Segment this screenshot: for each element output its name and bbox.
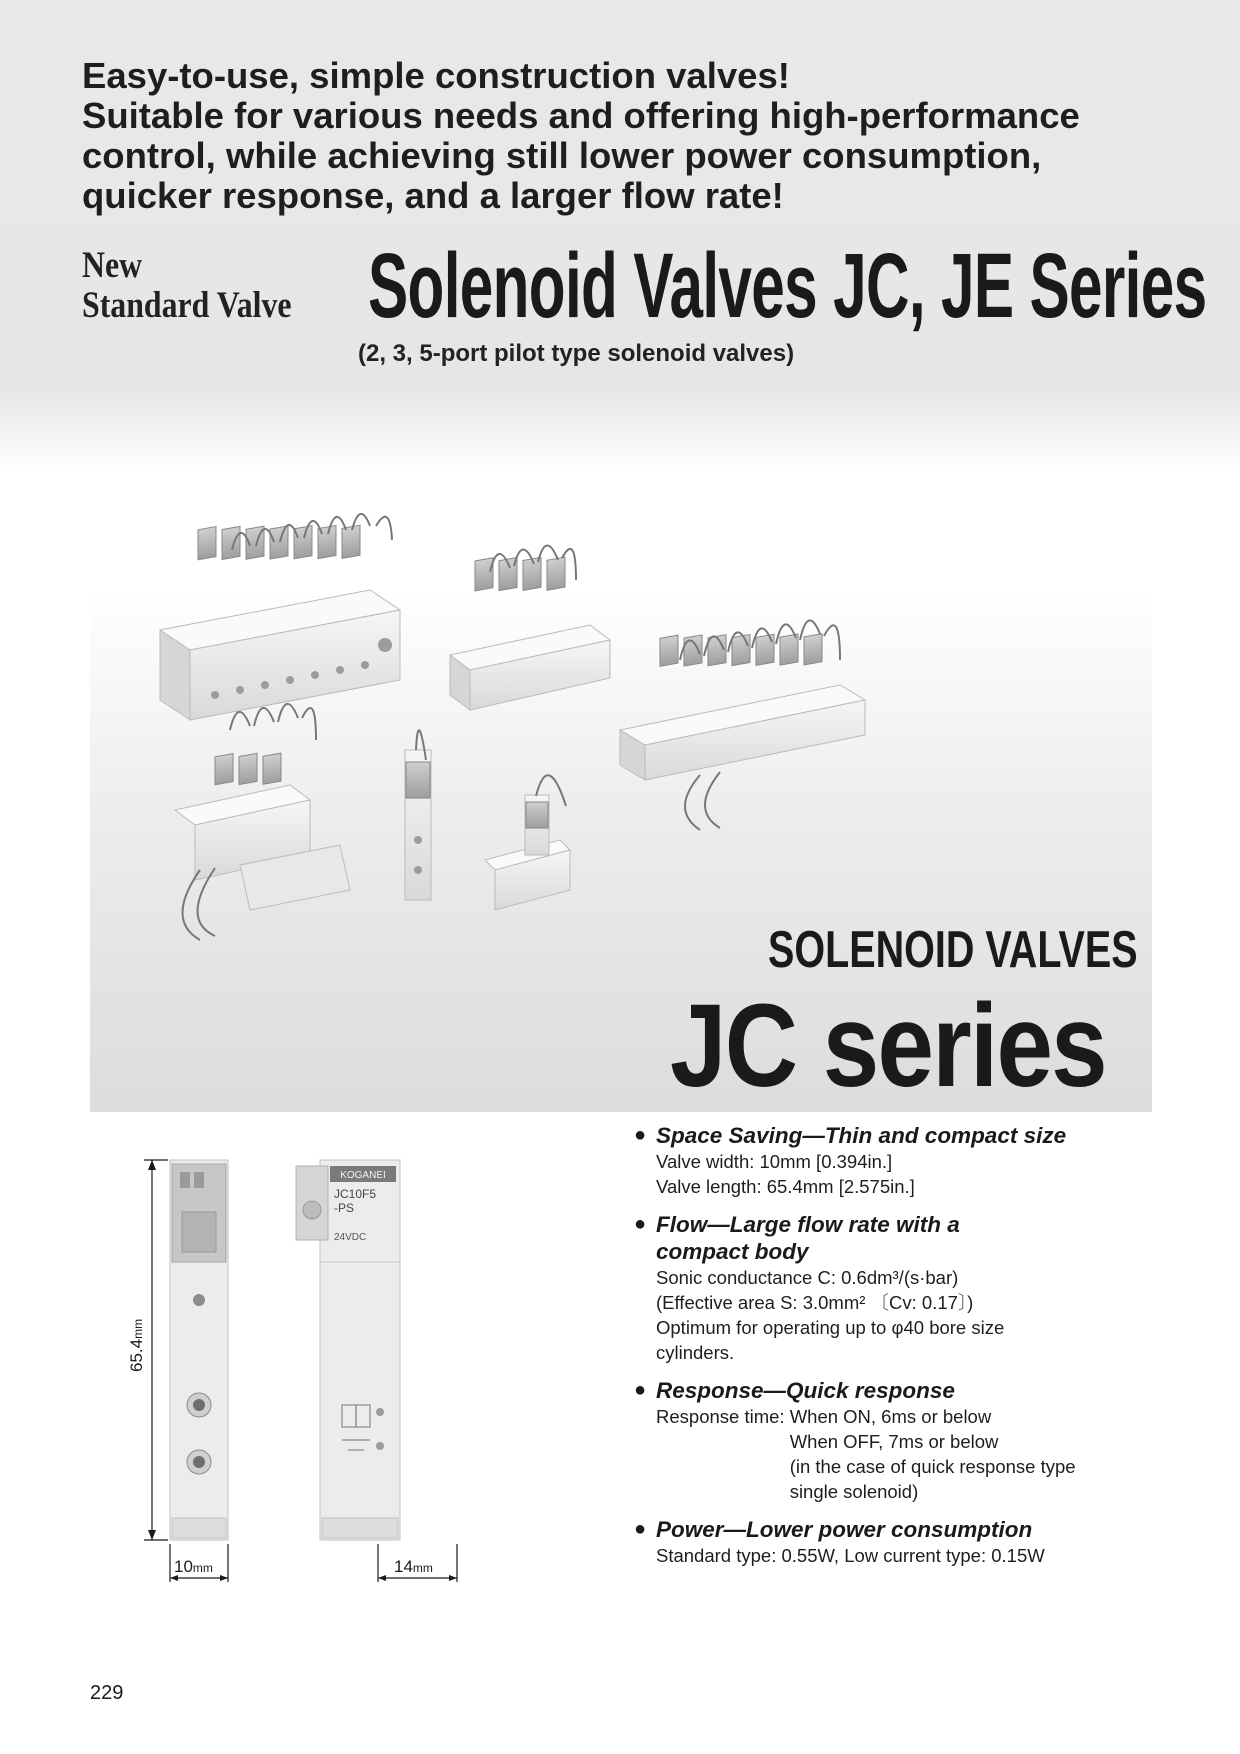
response-value: When ON, 6ms or below	[789, 1406, 992, 1427]
valve-model-suffix-text: -PS	[334, 1201, 355, 1215]
feature-line: Valve length: 65.4mm [2.575in.]	[656, 1176, 915, 1197]
new-standard-label	[82, 246, 292, 326]
single-valve-standing	[405, 730, 431, 900]
width1-value: 10	[174, 1557, 193, 1576]
feature-line: (Effective area S: 3.0mm² 〔Cv: 0.17〕)	[656, 1292, 974, 1313]
width-14-dimension	[378, 1544, 457, 1582]
page-title: Solenoid Valves JC, JE Series	[368, 235, 1207, 337]
response-value: (in the case of quick response type	[789, 1456, 1076, 1477]
feature-line: Standard type: 0.55W, Low current type: 0.15W	[656, 1545, 1045, 1566]
width-10-dimension	[170, 1544, 228, 1582]
bullet-icon: ●	[634, 1213, 647, 1235]
valve-voltage-text: 24VDC	[334, 1232, 367, 1243]
page-subtitle: (2, 3, 5-port pilot type solenoid valves)	[358, 340, 795, 367]
jc-series-label: JC series	[670, 980, 1106, 1112]
valve-manifolds-illustration	[140, 510, 900, 980]
new-label: New	[82, 245, 143, 286]
response-value: When OFF, 7ms or below	[789, 1431, 999, 1452]
svg-text:10mm	[174, 1557, 213, 1576]
feature-title: Space Saving—Thin and compact size	[656, 1123, 1067, 1148]
manifold-4-station-lower-left	[175, 704, 350, 940]
width1-unit: mm	[192, 1561, 213, 1575]
intro-line-3: control, while achieving still lower power consumption,	[82, 135, 1042, 176]
response-value: single solenoid)	[789, 1481, 919, 1502]
feature-title-continued: compact body	[656, 1239, 809, 1264]
height-dimension	[127, 1160, 168, 1540]
feature-space-saving	[634, 1122, 1214, 1199]
intro-line-4: quicker response, and a larger flow rate!	[82, 175, 784, 216]
intro-line-1: Easy-to-use, simple construction valves!	[82, 55, 790, 96]
intro-line-2: Suitable for various needs and offering high-performance	[82, 95, 1080, 136]
feature-title: Flow—Large flow rate with a	[656, 1212, 960, 1237]
bullet-icon: ●	[634, 1379, 647, 1401]
svg-text:65.4mm	[127, 1319, 146, 1372]
feature-title: Power—Lower power consumption	[656, 1517, 1033, 1542]
bullet-icon: ●	[634, 1124, 647, 1146]
feature-line: Sonic conductance C: 0.6dm³/(s·bar)	[656, 1267, 959, 1288]
valve-dimension-drawing	[120, 1150, 480, 1590]
manifold-4-station-middle	[450, 545, 610, 710]
feature-line: cylinders.	[656, 1342, 735, 1363]
feature-list	[634, 1122, 1214, 1580]
valve-brand-text: KOGANEI	[340, 1170, 386, 1181]
height-unit: mm	[131, 1318, 145, 1339]
manifold-8-station-right	[620, 620, 865, 830]
bullet-icon: ●	[634, 1518, 647, 1540]
height-value: 65.4	[127, 1338, 146, 1372]
valve-front-view	[170, 1160, 228, 1540]
feature-power	[634, 1516, 1214, 1568]
standard-valve-label: Standard Valve	[82, 285, 292, 326]
single-valve-on-base	[485, 775, 570, 910]
svg-text:14mm	[394, 1557, 433, 1576]
manifold-8-station-left	[160, 514, 400, 720]
response-time-label: Response time:	[656, 1406, 790, 1427]
feature-line: Valve width: 10mm [0.394in.]	[656, 1151, 893, 1172]
width2-value: 14	[394, 1557, 413, 1576]
valve-model-text: JC10F5	[334, 1187, 377, 1201]
solenoid-valves-label: SOLENOID VALVES	[768, 921, 1138, 979]
feature-flow	[634, 1211, 1214, 1365]
intro-text	[82, 56, 1182, 216]
width2-unit: mm	[412, 1561, 433, 1575]
feature-title: Response—Quick response	[656, 1378, 955, 1403]
feature-line: Optimum for operating up to φ40 bore size	[656, 1317, 1005, 1338]
page-number: 229	[90, 1682, 124, 1704]
feature-response	[634, 1377, 1214, 1504]
valve-side-view	[296, 1160, 400, 1540]
